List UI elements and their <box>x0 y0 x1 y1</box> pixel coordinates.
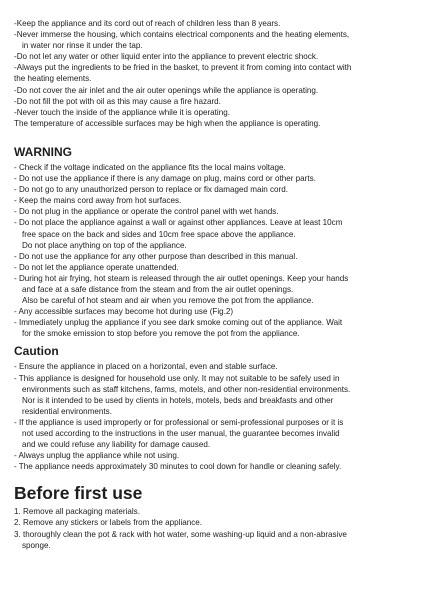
intro-line: the heating elements. <box>14 74 92 84</box>
warning-line: and face at a safe distance from the steam and from the air outlet openings. <box>22 284 294 294</box>
caution-line: and we could refuse any liability for damage caused. <box>22 440 211 450</box>
caution-line: environments such as staff kitchens, farms, motels, and other non-residential environments. <box>22 384 351 394</box>
intro-line: -Never touch the inside of the appliance while it is operating. <box>14 107 230 117</box>
warning-line: for the smoke emission to stop before you remove the pot from the appliance. <box>22 329 300 339</box>
before-first-use-heading: Before first use <box>14 483 143 504</box>
intro-line: -Keep the appliance and its cord out of reach of children less than 8 years. <box>14 19 281 28</box>
step-line: sponge. <box>22 540 51 550</box>
caution-line: not used according to the instructions in the user manual, the guarantee becomes invalid <box>22 429 340 438</box>
warning-line: - Do not use the appliance if there is any damage on plug, mains cord or other parts. <box>14 174 316 184</box>
warning-line: - Do not let the appliance operate unattended. <box>14 262 179 272</box>
caution-heading: Caution <box>14 344 59 359</box>
warning-line: - During hot air frying, hot steam is released through the air outlet openings. Keep your hands <box>14 273 349 283</box>
caution-line: - If the appliance is used improperly or for professional or semi-professional purposes or it is <box>14 417 344 427</box>
warning-line: - Check if the voltage indicated on the appliance fits the local mains voltage. <box>14 162 286 172</box>
caution-line: - This appliance is designed for household use only. It may not suitable to be safely used in <box>14 373 340 383</box>
warning-line: - Do not plug in the appliance or operate the control panel with wet hands. <box>14 207 279 217</box>
caution-list <box>14 361 408 472</box>
intro-line: The temperature of accessible surfaces may be high when the appliance is operating. <box>14 118 321 128</box>
step-line: 2. Remove any stickers or labels from the appliance. <box>14 518 203 528</box>
caution-line: Nor is it intended to be used by clients in hotels, motels, beds and breakfasts and other <box>22 395 334 405</box>
intro-line: -Do not let any water or other liquid enter into the appliance to prevent electric shock. <box>14 52 319 62</box>
intro-line: -Do not fill the pot with oil as this may cause a fire hazard. <box>14 96 221 106</box>
caution-line: residential environments. <box>22 406 112 416</box>
warning-line: - Immediately unplug the appliance if you see dark smoke coming out of the appliance. Wait <box>14 318 343 328</box>
caution-line: - Always unplug the appliance while not using. <box>14 451 180 461</box>
intro-line: -Do not cover the air inlet and the air outer openings while the appliance is operating. <box>14 85 319 95</box>
warning-line: Do not place anything on top of the appliance. <box>22 240 187 250</box>
intro-line: -Always put the ingredients to be fried in the basket, to prevent it from coming into contact with <box>14 63 352 73</box>
warning-line: - Keep the mains cord away from hot surfaces. <box>14 196 182 206</box>
before-first-use-list <box>14 506 408 550</box>
warning-list <box>14 162 408 340</box>
intro-line: -Never immerse the housing, which contains electrical components and the heating elements, <box>14 30 350 40</box>
step-line: 3. thoroughly clean the pot & rack with hot water, some washing-up liquid and a non-abrasive <box>14 529 347 539</box>
caution-line: - Ensure the appliance in placed on a horizontal, even and stable surface. <box>14 362 278 372</box>
warning-line: - Do not use the appliance for any other purpose than described in this manual. <box>14 251 298 261</box>
intro-line: in water nor rinse it under the tap. <box>22 41 143 51</box>
warning-line: Also be careful of hot steam and air when you remove the pot from the appliance. <box>22 296 314 306</box>
warning-line: free space on the back and sides and 10cm free space above the appliance. <box>22 229 296 239</box>
step-line: 1. Remove all packaging materials. <box>14 507 140 517</box>
caution-line: - The appliance needs approximately 30 minutes to cool down for handle or cleaning safely. <box>14 462 342 472</box>
warning-line: - Do not go to any unauthorized person to replace or fix damaged main cord. <box>14 185 288 195</box>
intro-safety-list <box>14 18 408 129</box>
warning-heading: WARNING <box>14 144 72 159</box>
warning-line: - Do not place the appliance against a wall or against other appliances. Leave at least 10cm <box>14 218 343 228</box>
warning-line: - Any accessible surfaces may become hot during use (Fig.2) <box>14 307 234 317</box>
